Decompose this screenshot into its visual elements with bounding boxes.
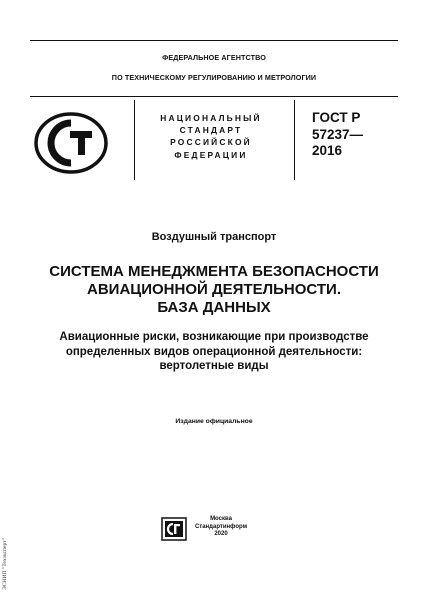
gost-line-3: 2016	[312, 143, 343, 158]
publisher-city: Москва	[210, 516, 232, 522]
top-rule	[30, 40, 398, 41]
national-line-4: ФЕДЕРАЦИИ	[174, 149, 248, 160]
publisher-info	[192, 516, 250, 539]
header-divider-left	[134, 100, 135, 180]
national-line-3: РОССИЙСКОЙ	[170, 137, 252, 148]
publisher-name: Стандартинформ	[194, 523, 248, 530]
header-rule	[30, 96, 398, 97]
national-line-2: СТАНДАРТ	[179, 125, 243, 136]
document-subtitle	[30, 330, 398, 374]
gost-line-2: 57237—	[312, 126, 364, 142]
gost-number	[312, 110, 363, 160]
subtitle-line-3: вертолетные виды	[159, 360, 269, 372]
national-line-1: НАЦИОНАЛЬНЫЙ	[160, 113, 262, 123]
margin-note: ЭСНИП "Техэксперт"	[2, 538, 8, 590]
agency-line-1: ФЕДЕРАЛЬНОЕ АГЕНТСТВО	[162, 53, 266, 62]
document-subject: Воздушный транспорт	[151, 231, 277, 243]
title-line-2: АВИАЦИОННОЙ ДЕЯТЕЛЬНОСТИ.	[87, 281, 341, 298]
agency-line-2: ПО ТЕХНИЧЕСКОМУ РЕГУЛИРОВАНИЮ И МЕТРОЛОГИИ	[111, 73, 317, 82]
publisher-logo-icon	[161, 517, 187, 541]
gost-emblem-icon	[32, 111, 110, 175]
gost-line-1: ГОСТ Р	[312, 110, 361, 125]
header-divider-right	[294, 100, 295, 180]
national-standard-label	[152, 112, 270, 161]
subtitle-line-1: Авиационные риски, возникающие при производстве	[59, 331, 369, 343]
title-line-1: СИСТЕМА МЕНЕДЖМЕНТА БЕЗОПАСНОСТИ	[49, 263, 379, 280]
subtitle-line-2: определенных видов операционной деятельности:	[65, 345, 363, 358]
title-line-3: БАЗА ДАННЫХ	[157, 299, 271, 316]
gost-emblem-logo	[32, 111, 110, 175]
publisher-logo	[161, 517, 187, 541]
document-title	[30, 263, 398, 317]
edition-note: Издание официальное	[175, 418, 253, 425]
publisher-year: 2020	[214, 531, 228, 537]
